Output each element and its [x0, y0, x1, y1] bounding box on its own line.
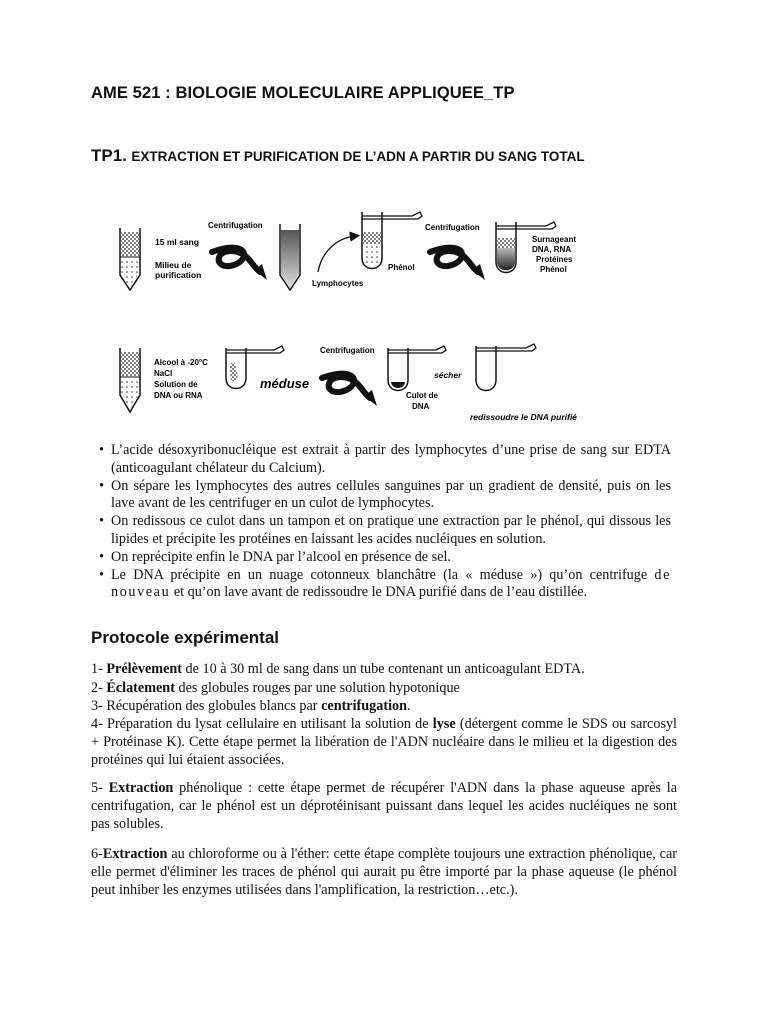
centrifuge-swirl-icon: [430, 248, 485, 280]
centrifuge-swirl-icon: [322, 374, 377, 406]
step-number: 1-: [91, 661, 107, 677]
supernatant-label-a: Surnageant: [532, 235, 577, 244]
bullet-text: On sépare les lymphocytes des autres cellules sanguines par un gradient de densité, puis on les lave avant de les centrifuger en un culot de lymphocytes.: [111, 477, 671, 512]
alcohol-label-c: Solution de: [154, 380, 198, 389]
supernatant-label-b: DNA, RNA: [532, 245, 572, 254]
alcohol-tube: [120, 348, 140, 412]
tp-title: [91, 146, 585, 166]
final-tube: [476, 344, 536, 391]
step-keyword: Prélèvement: [106, 661, 182, 677]
protocol-heading: Protocole expérimental: [91, 628, 280, 647]
redissolve-label: redissoudre le DNA purifié: [470, 412, 577, 422]
protocol-step-6: [91, 845, 677, 899]
step-keyword: lyse: [432, 716, 456, 732]
step3-centrifugation-label: Centrifugation: [320, 346, 375, 355]
supernatant-label-c: Protéines: [536, 255, 573, 264]
step-text: au chloroforme ou à l'éther: cette étape complète toujours une extraction phénolique, car elle permet d'éliminer les traces de phénol qui aurait pu être importé par la phase aqueuse (le phénol peut inhiber les enzymes utilisées dans l'amplification, la restriction…etc.).: [91, 846, 677, 898]
alcohol-label-b: NaCl: [154, 369, 173, 378]
tp-title-text: EXTRACTION ET PURIFICATION DE L’ADN A PARTIR DU SANG TOTAL: [131, 149, 585, 164]
blood-tube: [120, 228, 140, 290]
step-keyword: Extraction: [102, 846, 168, 862]
summary-bullets: [91, 442, 671, 602]
pellet-tube: [388, 346, 446, 391]
step-number: 6-: [91, 846, 103, 862]
pellet-label-a: Culot de: [406, 391, 438, 400]
step-text: phénolique : cette étape permet de récupérer l'ADN dans la phase aqueuse après la centrifugation, car le phénol est un déprotéinisant puissant dans lequel les acides nucléiques ne sont pas solubles.: [91, 780, 677, 832]
list-item: • On sépare les lymphocytes des autres cellules sanguines par un gradient de densité, puis on les lave avant de les centrifuger en un culot de lymphocytes.: [99, 477, 671, 512]
supernatant-label-d: Phénol: [540, 265, 567, 274]
list-item: • On redissous ce culot dans un tampon et on pratique une extraction par le phénol, qui dissous les lipides et précipite les protéines en laissant les acides nucléiques en solution.: [99, 513, 671, 547]
step-text: 4- Préparation du lysat cellulaire en utilisant la solution de: [91, 716, 433, 732]
bullet-text: Le DNA précipite en un nuage cotonneux blanchâtre (la « méduse ») qu’on centrifuge: [111, 566, 648, 583]
phenol-tube: [362, 212, 422, 269]
step-text: 3- Récupération des globules blancs par: [91, 698, 322, 714]
bullet-text: On redissous ce culot dans un tampon et on pratique une extraction par le phénol, qui dissous les lipides et précipite les protéines en laissant les acides nucléiques en solution.: [111, 513, 671, 547]
dry-label: sécher: [434, 370, 462, 380]
step-number: 5-: [91, 780, 109, 796]
step-number: 2-: [91, 680, 107, 696]
bullet-text: et qu’on lave avant de redissoudre le DNA purifié dans de l’eau distillée.: [170, 584, 588, 601]
centrifuge-swirl-icon: [212, 248, 267, 280]
alcohol-label-a: Alcool à -20°C: [154, 358, 208, 367]
step-text: de 10 à 30 ml de sang dans un tube contenant un anticoagulant EDTA.: [182, 661, 585, 677]
lymphocytes-label: Lymphocytes: [312, 279, 364, 288]
tube1-label-blood: 15 ml sang: [155, 237, 199, 247]
extraction-diagram: [100, 200, 620, 428]
protocol-step-3: [91, 697, 677, 715]
tp-number: TP1.: [91, 146, 127, 165]
step-text: .: [407, 698, 411, 714]
phenol-label: Phénol: [388, 263, 415, 272]
step-keyword: Extraction: [108, 780, 174, 796]
list-item: • L’acide désoxyribonucléique est extrait à partir des lymphocytes d’une prise de sang sur EDTA (anticoagulant chélateur du Calcium).: [99, 442, 671, 476]
pellet-label-b: DNA: [412, 402, 430, 411]
tube1-label-medium-b: purification: [155, 270, 202, 280]
course-title: AME 521 : BIOLOGIE MOLECULAIRE APPLIQUEE_TP: [91, 84, 515, 102]
step-keyword: Éclatement: [106, 680, 175, 696]
protocol-step-2: [91, 679, 677, 697]
step-keyword: centrifugation: [321, 698, 407, 714]
step-text: (détergent comme le SDS ou sarcosyl + Protéinase K). Cette étape permet la libération de l'ADN nucléaire dans le milieu et la digestion des protéines qui lui étaient associées.: [91, 716, 677, 768]
step1-centrifugation-label: Centrifugation: [208, 221, 263, 230]
bullet-text: On reprécipite enfin le DNA par l’alcool en présence de sel.: [111, 548, 451, 565]
bullet-text: L’acide désoxyribonucléique est extrait à partir des lymphocytes d’une prise de sang sur EDTA (anticoagulant chélateur du Calcium).: [111, 442, 671, 476]
list-item: • On reprécipite enfin le DNA par l’alcool en présence de sel.: [99, 548, 451, 565]
step-text: des globules rouges par une solution hypotonique: [174, 680, 460, 696]
protocol-step-5: [91, 779, 677, 833]
bullet-text-spaced: de nouveau: [111, 566, 672, 601]
list-item: • Le DNA précipite en un nuage cotonneux blanchâtre (la « méduse ») qu’on centrifuge de nouveau et qu’on lave avant de redissoudre le DNA purifié dans de l’eau distillée.: [99, 566, 672, 601]
protocol-step-1: [91, 660, 677, 678]
meduse-label: méduse: [260, 376, 310, 391]
step2-centrifugation-label: Centrifugation: [425, 223, 480, 232]
protocol-step-4: [91, 715, 677, 769]
alcohol-label-d: DNA ou RNA: [154, 391, 203, 400]
tube1-label-medium-a: Milieu de: [155, 260, 192, 270]
centrifuged-tube: [280, 224, 300, 290]
